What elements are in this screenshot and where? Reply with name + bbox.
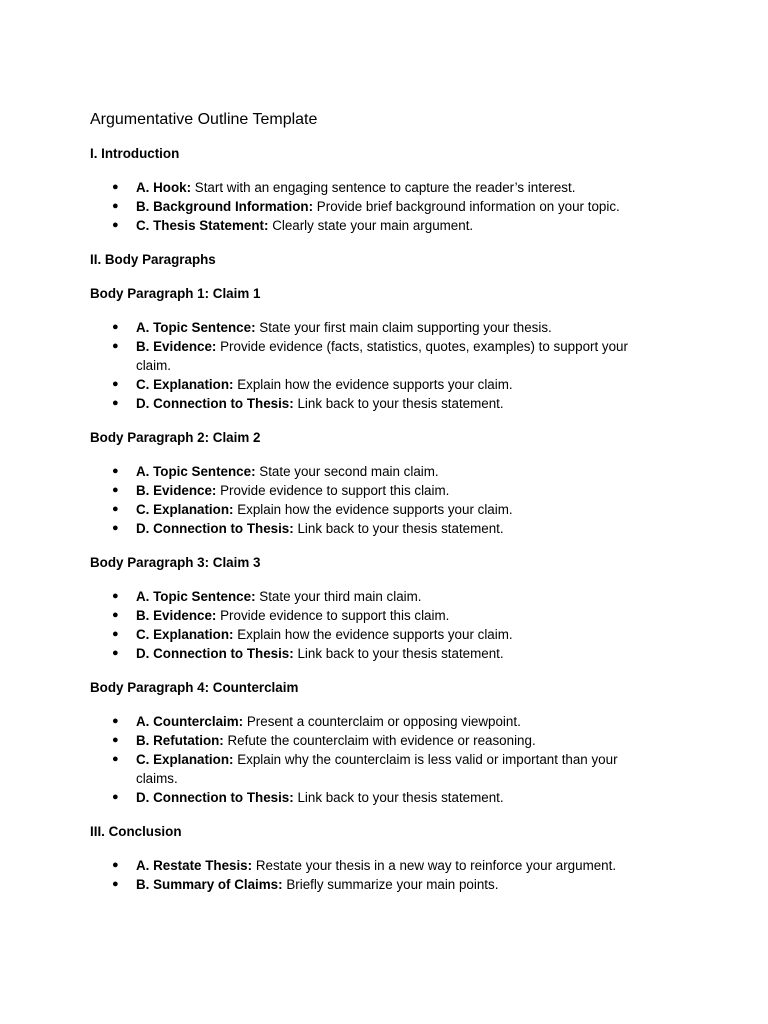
item-label: C. Explanation: [136, 627, 234, 642]
list-item [90, 519, 650, 538]
bullet-list [90, 712, 650, 807]
section-body-paragraph-4 [90, 678, 768, 807]
list-item [90, 500, 650, 519]
bullet-icon: ● [112, 484, 119, 496]
section-heading: Body Paragraph 3: Claim 3 [90, 555, 261, 570]
bullet-icon: ● [112, 878, 119, 890]
item-label: B. Refutation: [136, 733, 224, 748]
list-item [90, 625, 650, 644]
list-item [90, 197, 650, 216]
item-label: C. Explanation: [136, 752, 234, 767]
item-text: Explain how the evidence supports your claim. [237, 627, 513, 642]
bullet-icon: ● [112, 859, 119, 871]
item-text: State your second main claim. [259, 464, 439, 479]
list-item [90, 375, 650, 394]
item-text: Briefly summarize your main points. [286, 877, 499, 892]
item-text: Explain how the evidence supports your claim. [237, 502, 513, 517]
bullet-icon: ● [112, 397, 119, 409]
item-label: C. Thesis Statement: [136, 218, 269, 233]
list-item [90, 216, 650, 235]
item-label: B. Evidence: [136, 483, 217, 498]
document-title: Argumentative Outline Template [90, 111, 318, 128]
section-heading: Body Paragraph 4: Counterclaim [90, 680, 299, 695]
item-label: D. Connection to Thesis: [136, 790, 294, 805]
list-item [90, 788, 650, 807]
item-text: State your first main claim supporting your thesis. [259, 320, 552, 335]
bullet-icon: ● [112, 378, 119, 390]
section-body-paragraph-2 [90, 428, 768, 538]
list-item [90, 644, 650, 663]
item-label: B. Evidence: [136, 608, 217, 623]
item-text: Provide brief background information on your topic. [316, 199, 620, 214]
bullet-icon: ● [112, 200, 119, 212]
bullet-list [90, 462, 650, 538]
item-label: D. Connection to Thesis: [136, 646, 294, 661]
item-text: Start with an engaging sentence to capture the reader’s interest. [194, 180, 576, 195]
item-text: Provide evidence to support this claim. [220, 608, 450, 623]
item-label: A. Hook: [136, 180, 192, 195]
section-body-paragraph-3 [90, 553, 768, 663]
section-heading: Body Paragraph 2: Claim 2 [90, 430, 261, 445]
item-label: A. Restate Thesis: [136, 858, 253, 873]
item-text: Explain why the counterclaim is less valid or important than your claims. [136, 752, 618, 786]
list-item [90, 587, 650, 606]
section-conclusion [90, 822, 768, 894]
bullet-icon: ● [112, 181, 119, 193]
item-text: Explain how the evidence supports your claim. [237, 377, 513, 392]
bullet-list [90, 587, 650, 663]
bullet-icon: ● [112, 609, 119, 621]
item-label: C. Explanation: [136, 502, 234, 517]
bullet-icon: ● [112, 340, 119, 352]
bullet-icon: ● [112, 219, 119, 231]
item-text: State your third main claim. [259, 589, 422, 604]
list-item [90, 856, 650, 875]
item-label: D. Connection to Thesis: [136, 396, 294, 411]
item-label: B. Summary of Claims: [136, 877, 283, 892]
item-text: Link back to your thesis statement. [297, 521, 504, 536]
item-text: Provide evidence (facts, statistics, quotes, examples) to support your claim. [136, 339, 628, 373]
bullet-icon: ● [112, 791, 119, 803]
bullet-list [90, 856, 650, 894]
item-label: A. Counterclaim: [136, 714, 244, 729]
list-item [90, 875, 650, 894]
list-item [90, 731, 650, 750]
bullet-list [90, 178, 650, 235]
bullet-icon: ● [112, 321, 119, 333]
bullet-icon: ● [112, 465, 119, 477]
list-item [90, 606, 650, 625]
list-item [90, 337, 650, 375]
item-text: Provide evidence to support this claim. [220, 483, 450, 498]
item-label: C. Explanation: [136, 377, 234, 392]
section-heading: II. Body Paragraphs [90, 252, 216, 267]
bullet-icon: ● [112, 753, 119, 765]
item-text: Clearly state your main argument. [272, 218, 474, 233]
list-item [90, 462, 650, 481]
list-item [90, 712, 650, 731]
bullet-icon: ● [112, 628, 119, 640]
section-heading: I. Introduction [90, 146, 180, 161]
section-body-paragraphs [90, 250, 768, 269]
section-heading: III. Conclusion [90, 824, 182, 839]
list-item [90, 750, 650, 788]
list-item [90, 318, 650, 337]
item-text: Restate your thesis in a new way to reinforce your argument. [255, 858, 617, 873]
section-heading: Body Paragraph 1: Claim 1 [90, 286, 261, 301]
section-body-paragraph-1 [90, 284, 768, 413]
bullet-icon: ● [112, 522, 119, 534]
list-item [90, 481, 650, 500]
item-label: D. Connection to Thesis: [136, 521, 294, 536]
list-item [90, 178, 650, 197]
item-label: B. Evidence: [136, 339, 217, 354]
bullet-icon: ● [112, 647, 119, 659]
item-text: Link back to your thesis statement. [297, 396, 504, 411]
item-text: Refute the counterclaim with evidence or reasoning. [227, 733, 536, 748]
bullet-list [90, 318, 650, 413]
item-label: A. Topic Sentence: [136, 464, 256, 479]
list-item [90, 394, 650, 413]
bullet-icon: ● [112, 734, 119, 746]
item-text: Link back to your thesis statement. [297, 790, 504, 805]
bullet-icon: ● [112, 715, 119, 727]
item-label: B. Background Information: [136, 199, 314, 214]
bullet-icon: ● [112, 590, 119, 602]
section-introduction [90, 144, 768, 235]
bullet-icon: ● [112, 503, 119, 515]
item-text: Present a counterclaim or opposing viewpoint. [246, 714, 521, 729]
item-label: A. Topic Sentence: [136, 320, 256, 335]
item-label: A. Topic Sentence: [136, 589, 256, 604]
item-text: Link back to your thesis statement. [297, 646, 504, 661]
